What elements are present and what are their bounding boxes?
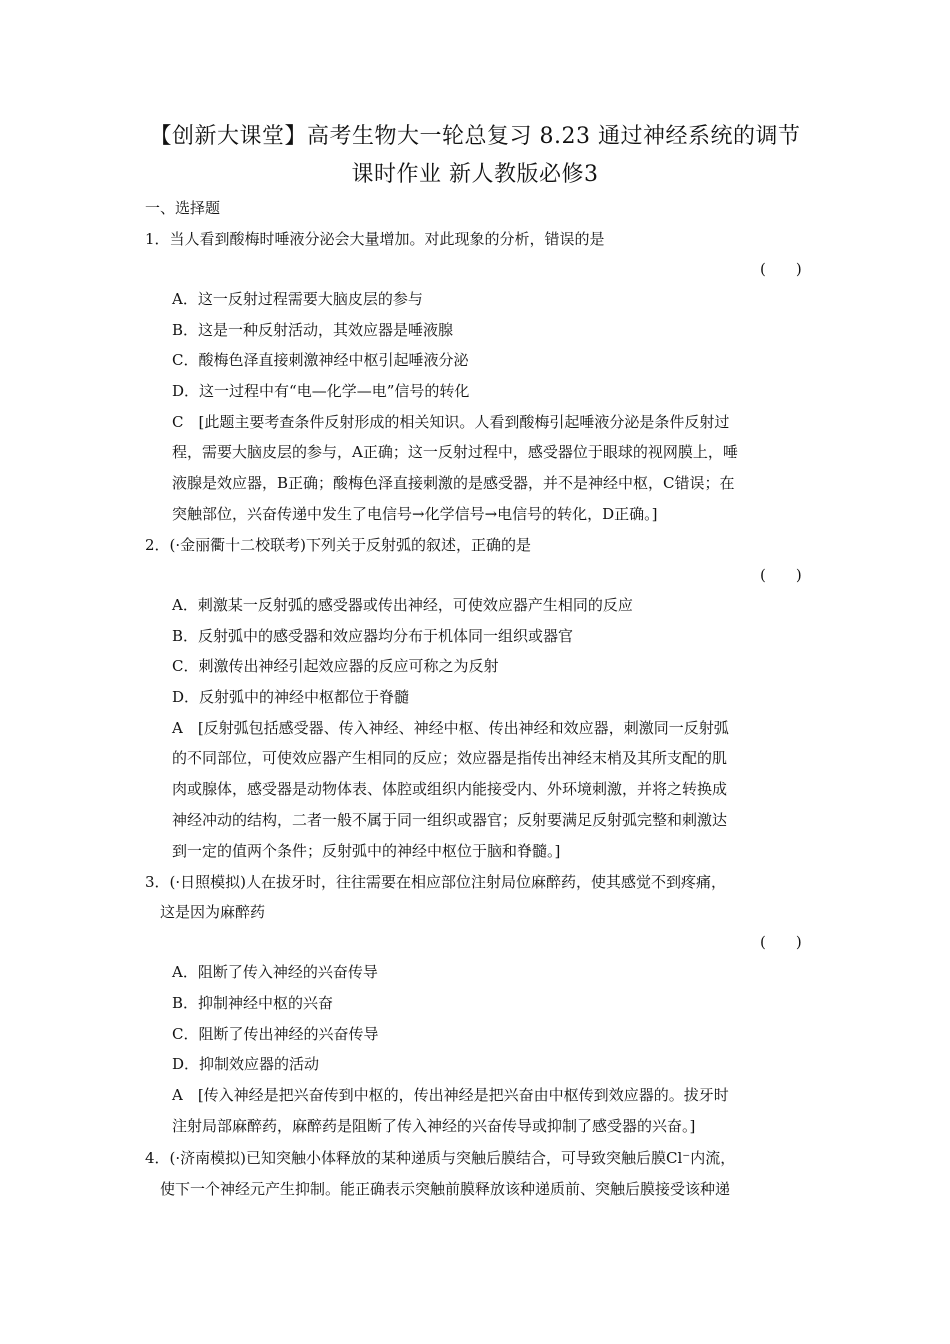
q2-answer-line: 神经冲动的结构，二者一般不属于同一组织或器官；反射要满足反射弧完整和刺激达 [172, 811, 728, 829]
q3-answer-blank: ( ) [760, 933, 802, 951]
q1-option-a: A．这一反射过程需要大脑皮层的参与 [172, 290, 423, 308]
q1-answer-line: 液腺是效应器，B正确；酸梅色泽直接刺激的是感受器，并不是神经中枢，C错误；在 [172, 474, 735, 492]
q2-answer-line: A [反射弧包括感受器、传入神经、神经中枢、传出神经和效应器，刺激同一反射弧 [172, 719, 729, 737]
q1-answer-line: 突触部位，兴奋传递中发生了电信号→化学信号→电信号的转化，D正确。] [172, 505, 658, 523]
q3-option-c: C．阻断了传出神经的兴奋传导 [172, 1025, 379, 1043]
q2-answer-blank: ( ) [760, 566, 802, 584]
q3-stem: 这是因为麻醉药 [145, 903, 266, 921]
q2-option-d: D．反射弧中的神经中枢都位于脊髓 [172, 688, 410, 706]
q4-stem: 4．(·济南模拟)已知突触小体释放的某种递质与突触后膜结合，可导致突触后膜Cl⁻内流， [145, 1149, 736, 1167]
q3-option-a: A．阻断了传入神经的兴奋传导 [172, 963, 378, 981]
q3-answer-line: A [传入神经是把兴奋传到中枢的，传出神经是把兴奋由中枢传到效应器的。拔牙时 [172, 1086, 729, 1104]
q1-answer-blank: ( ) [760, 260, 802, 278]
q3-answer-line: 注射局部麻醉药，麻醉药是阻断了传入神经的兴奋传导或抑制了感受器的兴奋。] [172, 1117, 696, 1135]
q2-answer-line: 到一定的值两个条件；反射弧中的神经中枢位于脑和脊髓。] [172, 842, 561, 860]
q3-option-b: B．抑制神经中枢的兴奋 [172, 994, 334, 1012]
q1-option-b: B．这是一种反射活动，其效应器是唾液腺 [172, 321, 454, 339]
q4-stem: 使下一个神经元产生抑制。能正确表示突触前膜释放该种递质前、突触后膜接受该种递 [145, 1180, 731, 1198]
q2-option-c: C．刺激传出神经引起效应器的反应可称之为反射 [172, 657, 499, 675]
q3-option-d: D．抑制效应器的活动 [172, 1055, 320, 1073]
q1-stem: 1．当人看到酸梅时唾液分泌会大量增加。对此现象的分析，错误的是 [145, 230, 605, 248]
q2-option-b: B．反射弧中的感受器和效应器均分布于机体同一组织或器官 [172, 627, 574, 645]
document-title-line-1: 【创新大课堂】高考生物大一轮总复习 8.23 通过神经系统的调节 [149, 124, 801, 149]
q2-stem: 2．(·金丽衢十二校联考)下列关于反射弧的叙述，正确的是 [145, 536, 532, 554]
q3-stem: 3．(·日照模拟)人在拔牙时，往往需要在相应部位注射局位麻醉药，使其感觉不到疼痛， [145, 873, 727, 891]
q1-answer-line: C [此题主要考查条件反射形成的相关知识。人看到酸梅引起唾液分泌是条件反射过 [172, 413, 730, 431]
q2-answer-line: 肉或腺体，感受器是动物体表、体腔或组织内能接受内、外环境刺激，并将之转换成 [172, 780, 728, 798]
q1-option-c: C．酸梅色泽直接刺激神经中枢引起唾液分泌 [172, 351, 469, 369]
section-heading: 一、选择题 [145, 199, 221, 217]
q1-option-d: D．这一过程中有“电—化学—电”信号的转化 [172, 382, 470, 400]
q2-option-a: A．刺激某一反射弧的感受器或传出神经，可使效应器产生相同的反应 [172, 596, 633, 614]
document-title-line-2: 课时作业 新人教版必修3 [351, 162, 599, 187]
q2-answer-line: 的不同部位，可使效应器产生相同的反应；效应器是指传出神经末梢及其所支配的肌 [172, 749, 728, 767]
q1-answer-line: 程，需要大脑皮层的参与，A正确；这一反射过程中，感受器位于眼球的视网膜上，唾 [172, 443, 738, 461]
